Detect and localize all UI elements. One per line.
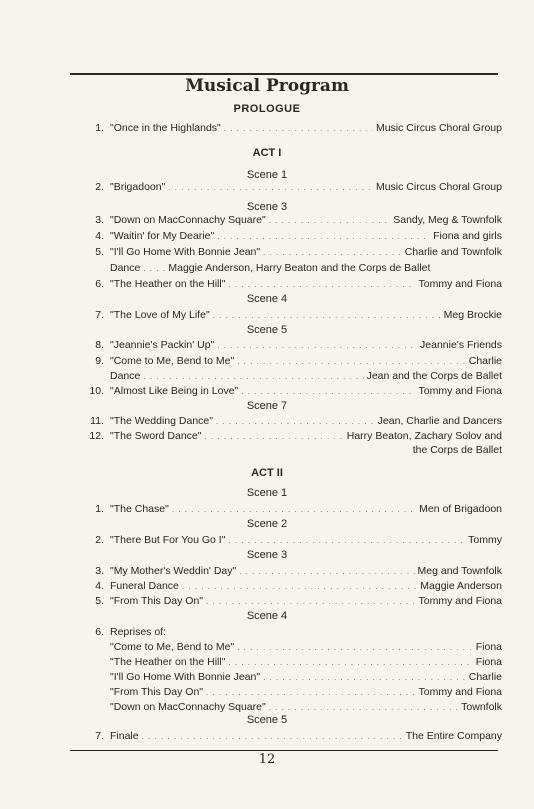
item-number: 9. xyxy=(95,355,104,367)
program-line xyxy=(80,339,502,353)
dot-leader xyxy=(241,387,415,396)
song-title: "From This Day On" xyxy=(110,686,204,698)
program-line xyxy=(80,503,502,517)
performer: Maggie Anderson, Harry Beaton and the Corps de Ballet xyxy=(168,262,431,274)
performer: Fiona xyxy=(475,641,502,653)
dot-leader xyxy=(206,688,416,697)
item-number: 7. xyxy=(95,730,104,742)
performer: Meg Brockie xyxy=(443,309,502,321)
dot-leader xyxy=(213,311,441,320)
dot-leader xyxy=(143,372,363,381)
dot-leader xyxy=(263,673,466,682)
dot-leader xyxy=(228,658,472,667)
song-title: "There But For You Go I" xyxy=(110,534,226,546)
dot-leader xyxy=(217,341,417,350)
program-line xyxy=(80,671,502,685)
program-line xyxy=(80,595,502,609)
performer: The Entire Company xyxy=(405,730,502,742)
song-title: "The Wedding Dance" xyxy=(110,415,213,427)
dot-leader xyxy=(224,124,373,133)
dot-leader xyxy=(228,280,415,289)
song-title: "I'll Go Home With Bonnie Jean" xyxy=(110,671,261,683)
dot-leader xyxy=(239,567,414,576)
item-number: 4. xyxy=(95,230,104,242)
performer: Tommy xyxy=(468,534,502,546)
program-line xyxy=(80,656,502,670)
dot-leader xyxy=(172,505,416,514)
act-heading: ACT I xyxy=(252,147,282,159)
dot-leader xyxy=(206,597,416,606)
performer: Jeannie's Friends xyxy=(420,339,502,351)
scene-heading: Scene 2 xyxy=(246,518,288,530)
performer: Charlie xyxy=(468,355,502,367)
dot-leader xyxy=(143,264,165,273)
scene-heading: Scene 5 xyxy=(246,324,288,336)
item-number: 6. xyxy=(95,626,104,638)
performer: Men of Brigadoon xyxy=(419,503,502,515)
song-title: "The Sword Dance" xyxy=(110,430,202,442)
dot-leader xyxy=(237,643,473,652)
song-title: Reprises of: xyxy=(110,626,167,638)
item-number: 5. xyxy=(95,246,104,258)
song-title: "Almost Like Being in Love" xyxy=(110,385,239,397)
song-title: "The Heather on the Hill" xyxy=(110,656,226,668)
program-line xyxy=(80,246,502,260)
dot-leader xyxy=(269,703,458,712)
song-title: Funeral Dance xyxy=(110,580,179,592)
song-title: "Come to Me, Bend to Me" xyxy=(110,641,235,653)
dot-leader xyxy=(228,536,465,545)
program-line xyxy=(80,355,502,369)
performer: Sandy, Meg & Townfolk xyxy=(393,214,502,226)
performer: Jean, Charlie and Dancers xyxy=(377,415,502,427)
performer: Music Circus Choral Group xyxy=(375,122,502,134)
item-number: 7. xyxy=(95,309,104,321)
dot-leader xyxy=(216,417,375,426)
dot-leader xyxy=(182,582,417,591)
page-title: Musical Program xyxy=(185,76,349,96)
item-number: 4. xyxy=(95,580,104,592)
item-number: 5. xyxy=(95,595,104,607)
bottom-rule xyxy=(70,750,498,751)
scene-heading: Scene 3 xyxy=(246,549,288,561)
song-title: "From This Day On" xyxy=(110,595,204,607)
song-title: "Jeannie's Packin' Up" xyxy=(110,339,215,351)
song-title: "Come to Me, Bend to Me" xyxy=(110,355,235,367)
act-heading: ACT II xyxy=(251,467,283,479)
item-number: 11. xyxy=(90,415,104,427)
song-title: "The Heather on the Hill" xyxy=(110,278,226,290)
song-title: "The Love of My Life" xyxy=(110,309,210,321)
program-line xyxy=(80,626,502,640)
performer: Charlie xyxy=(468,671,502,683)
song-title: "Once in the Highlands" xyxy=(110,122,221,134)
page-number: 12 xyxy=(258,752,276,767)
dot-leader xyxy=(269,216,391,225)
item-number: 12. xyxy=(89,430,104,442)
scene-heading: Scene 1 xyxy=(246,487,288,499)
program-line xyxy=(80,580,502,594)
performer: Meg and Townfolk xyxy=(417,565,502,577)
performer: Fiona xyxy=(475,656,502,668)
item-number: 1. xyxy=(95,503,104,515)
dot-leader xyxy=(205,432,344,441)
item-number: 1. xyxy=(95,122,104,134)
song-title: "Brigadoon" xyxy=(110,181,166,193)
item-number: 3. xyxy=(95,565,104,577)
scene-heading: Scene 4 xyxy=(246,293,288,305)
prologue-heading: PROLOGUE xyxy=(233,103,301,115)
program-line xyxy=(80,262,502,276)
song-title: "Down on MacConnachy Square" xyxy=(110,701,266,713)
program-line xyxy=(80,430,502,444)
song-title: "Down on MacConnachy Square" xyxy=(110,214,266,226)
scene-heading: Scene 1 xyxy=(246,169,288,181)
program-line xyxy=(80,181,502,195)
song-title: "My Mother's Weddin' Day" xyxy=(110,565,237,577)
program-line xyxy=(80,309,502,323)
program-line xyxy=(80,641,502,655)
song-title: Finale xyxy=(110,730,139,742)
item-number: 6. xyxy=(95,278,104,290)
scene-heading: Scene 5 xyxy=(246,714,288,726)
program-line xyxy=(80,701,502,715)
program-line xyxy=(80,385,502,399)
song-title: Dance xyxy=(110,370,141,382)
program-line xyxy=(80,534,502,548)
performer: Tommy and Fiona xyxy=(418,595,502,607)
performer-continuation: the Corps de Ballet xyxy=(412,444,502,456)
song-title: "I'll Go Home With Bonnie Jean" xyxy=(110,246,261,258)
top-rule xyxy=(70,73,498,75)
program-line xyxy=(80,686,502,700)
scene-heading: Scene 4 xyxy=(246,610,288,622)
dot-leader xyxy=(237,357,466,366)
performer: Maggie Anderson xyxy=(420,580,502,592)
dot-leader xyxy=(142,732,403,741)
item-number: 2. xyxy=(95,181,104,193)
program-line xyxy=(80,214,502,228)
performer: Tommy and Fiona xyxy=(418,278,502,290)
performer: Townfolk xyxy=(461,701,502,713)
item-number: 10. xyxy=(89,385,104,397)
dot-leader xyxy=(263,248,402,257)
song-title: Dance xyxy=(110,262,141,274)
program-line xyxy=(80,122,502,136)
performer: Charlie and Townfolk xyxy=(404,246,502,258)
program-line xyxy=(80,278,502,292)
program-line xyxy=(80,370,502,384)
performer: Harry Beaton, Zachary Solov and xyxy=(346,430,502,442)
performer: Fiona and girls xyxy=(433,230,502,242)
scene-heading: Scene 3 xyxy=(246,201,288,213)
item-number: 8. xyxy=(95,339,104,351)
song-title: "The Chase" xyxy=(110,503,169,515)
scene-heading: Scene 7 xyxy=(246,400,288,412)
item-number: 2. xyxy=(95,534,104,546)
program-line xyxy=(80,230,502,244)
program-line xyxy=(80,415,502,429)
item-number: 3. xyxy=(95,214,104,226)
program-line xyxy=(80,565,502,579)
song-title: "Waitin' for My Dearie" xyxy=(110,230,215,242)
dot-leader xyxy=(217,232,430,241)
performer: Tommy and Fiona xyxy=(418,385,502,397)
dot-leader xyxy=(168,183,373,192)
performer: Music Circus Choral Group xyxy=(375,181,502,193)
performer: Jean and the Corps de Ballet xyxy=(366,370,502,382)
performer: Tommy and Fiona xyxy=(418,686,502,698)
program-line xyxy=(80,730,502,744)
